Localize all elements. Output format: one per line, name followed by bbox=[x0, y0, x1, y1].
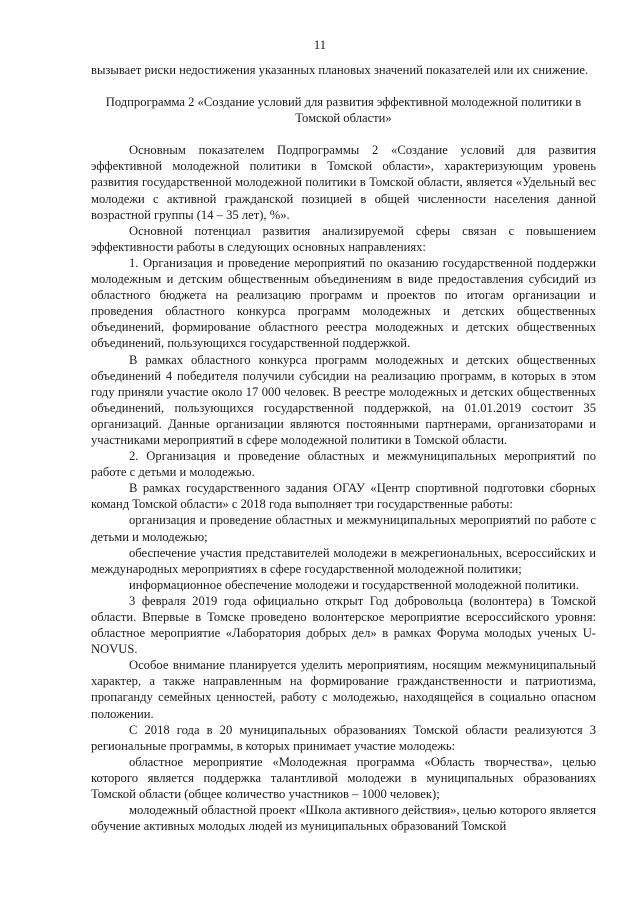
paragraph: В рамках государственного задания ОГАУ «Центр спортивной подготовки сборных команд Томской области» с 2018 года выполняет три государственные работы: bbox=[91, 481, 596, 512]
list-item: областное мероприятие «Молодежная программа «Область творчества», целью которого является поддержка талантливой молодежи в муниципальных образованиях Томской области (общее количество участников – 1000 человек); bbox=[91, 754, 596, 802]
list-item: обеспечение участия представителей молодежи в межрегиональных, всероссийских и международных мероприятиях в сфере государственной молодежной политики; bbox=[91, 545, 596, 576]
paragraph: 3 февраля 2019 года официально открыт Год добровольца (волонтера) в Томской области. Впервые в Томске проведено волонтерское мероприятие всероссийского уровня: областное мероприятие «Лаборатория добрых дел» в рамках Форума молодых ученых U-NOVUS. bbox=[91, 593, 596, 657]
paragraph: В рамках областного конкурса программ молодежных и детских общественных объединений 4 победителя получили субсидии на реализацию программ, в которых в этом году приняли участие около 17 000 человек. В реестре молодежных и детских общественных объединений, пользующихся государственной поддержкой, на 01.01.2019 состоит 35 организаций. Данные организации являются постоянными партнерами, организаторами и участниками мероприятий в сфере молодежной политики в Томской области. bbox=[91, 352, 596, 447]
paragraph: С 2018 года в 20 муниципальных образованиях Томской области реализуются 3 региональные программы, в которых принимает участие молодежь: bbox=[91, 722, 596, 753]
paragraph: Основной потенциал развития анализируемой сферы связан с повышением эффективности работы в следующих основных направлениях: bbox=[91, 223, 596, 254]
list-item-numbered: 1. Организация и проведение мероприятий по оказанию государственной поддержки молодежным и детским общественным объединениям в виде предоставления субсидий из областного бюджета на реализацию программ и проектов по итогам организации и проведения областного конкурса программ молодежных и детских общественных объединений, формирование областного реестра молодежных и детских общественных объединений, пользующихся государственной поддержкой. bbox=[91, 255, 596, 351]
document-body bbox=[91, 62, 596, 834]
paragraph-continuation: вызывает риски недостижения указанных плановых значений показателей или их снижение. bbox=[91, 63, 589, 77]
paragraph: Основным показателем Подпрограммы 2 «Создание условий для развития эффективной молодежной политики в Томской области», характеризующим уровень развития государственной молодежной политики в Томской области, является «Удельный вес молодежи с активной гражданской позицией в общей численности населения данной возрастной группы (14 – 35 лет), %». bbox=[91, 143, 596, 222]
list-item-numbered: 2. Организация и проведение областных и межмуниципальных мероприятий по работе с детьми и молодежью. bbox=[91, 449, 596, 480]
list-item: информационное обеспечение молодежи и государственной молодежной политики. bbox=[129, 577, 579, 592]
list-item: молодежный областной проект «Школа активного действия», целью которого является обучение активных молодых людей из муниципальных образований Томской bbox=[91, 803, 597, 834]
paragraph: Особое внимание планируется уделить мероприятиям, носящим межмуниципальный характер, а также направленным на формирование гражданственности и патриотизма, пропаганду семейных ценностей, работу с молодежью, находящейся в социально опасном положении. bbox=[91, 658, 596, 721]
page-number: 11 bbox=[313, 38, 327, 52]
subprogram-heading: Подпрограмма 2 «Создание условий для развития эффективной молодежной политики в Томской области» bbox=[105, 95, 582, 126]
list-item: организация и проведение областных и межмуниципальных мероприятий по работе с детьми и молодежью; bbox=[91, 513, 596, 544]
